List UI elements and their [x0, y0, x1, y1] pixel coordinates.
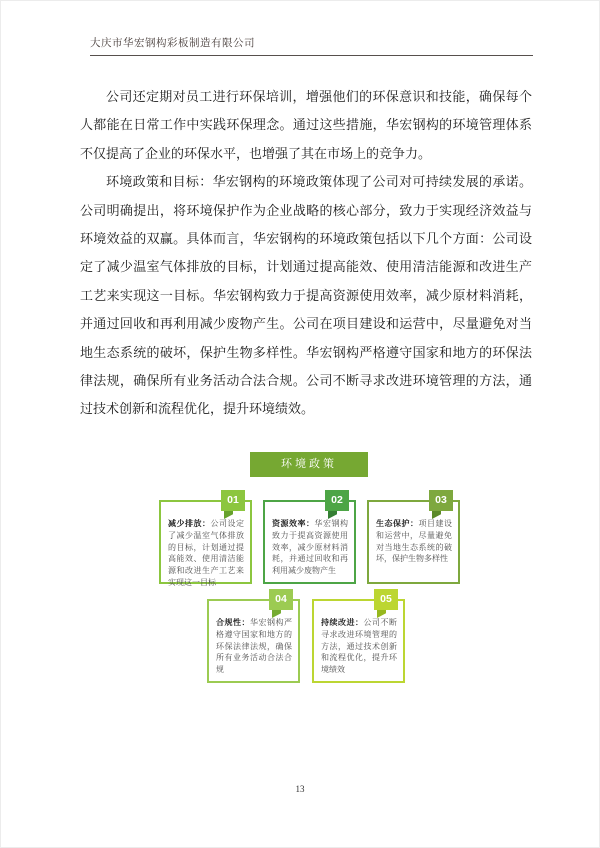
card-number-badge [269, 589, 293, 618]
card-term: 生态保护： [376, 519, 419, 528]
card-term: 资源效率： [272, 519, 315, 528]
card-description: 华宏钢构严格遵守国家和地方的环保法律法规，确保所有业务活动合法合规 [216, 618, 292, 675]
paragraph-environment-policy: 环境政策和目标：华宏钢构的环境政策体现了公司对可持续发展的承诺。公司明确提出，将环境保护作为企业战略的核心部分，致力于实现经济效益与环境效益的双赢。具体而言，华宏钢构的环境政策包括以下几个方面：公司设定了减少温室气体排放的目标，计划通过提高能效、使用清洁能源和改进生产工艺来实现这一目标。华宏钢构致力于提高资源使用效率，减少原材料消耗，并通过回收和再利用减少废物产生。公司在项目建设和运营中，尽量避免对当地生态系统的破坏，保护生物多样性。华宏钢构严格遵守国家和地方的环保法律法规，确保所有业务活动合法合规。公司不断寻求改进环境管理的方法，通过技术创新和流程优化，提升环境绩效。 [80, 174, 532, 417]
page-number: 13 [295, 784, 305, 794]
card-number: 04 [269, 589, 293, 610]
policy-card-emissions [159, 494, 252, 587]
card-badge-tail [272, 610, 281, 618]
policy-card-resource-efficiency [263, 494, 356, 584]
environment-policy-diagram [0, 452, 600, 722]
card-description: 公司不断寻求改进环境管理的方法，通过技术创新和流程优化，提升环境绩效 [321, 618, 397, 675]
card-text [216, 617, 292, 676]
policy-card-compliance [207, 593, 300, 683]
card-badge-tail [224, 511, 233, 519]
card-number: 03 [429, 490, 453, 511]
card-number: 02 [325, 490, 349, 511]
card-text [272, 518, 348, 577]
card-badge-tail [432, 511, 441, 519]
body-text [80, 83, 532, 424]
card-text [321, 617, 397, 676]
card-text [168, 518, 244, 589]
card-number-badge [429, 490, 453, 519]
card-badge-tail [328, 511, 337, 519]
card-number-badge [221, 490, 245, 519]
card-number: 01 [221, 490, 245, 511]
card-number: 05 [374, 589, 398, 610]
card-term: 合规性： [216, 618, 250, 627]
policy-card-continuous-improvement [312, 593, 405, 683]
card-description: 华宏钢构致力于提高资源使用效率，减少原材料消耗，并通过回收和再利用减少废物产生 [272, 519, 348, 576]
document-header [90, 35, 533, 56]
company-name: 大庆市华宏钢构彩板制造有限公司 [90, 38, 255, 49]
card-number-badge [374, 589, 398, 618]
card-text [376, 518, 452, 565]
diagram-row-2 [207, 593, 405, 683]
policy-card-ecology [367, 494, 460, 584]
card-description: 项目建设和运营中，尽量避免对当地生态系统的破坏，保护生物多样性 [376, 519, 452, 564]
card-number-badge [325, 490, 349, 519]
card-description: 公司设定了减少温室气体排放的目标，计划通过提高能效、使用清洁能源和改进生产工艺来实现这一目标 [168, 519, 244, 587]
card-term: 持续改进： [321, 618, 364, 627]
paragraph-environment-training: 公司还定期对员工进行环保培训，增强他们的环保意识和技能，确保每个人都能在日常工作中实践环保理念。通过这些措施，华宏钢构的环境管理体系不仅提高了企业的环保水平，也增强了其在市场上的竞争力。 [80, 89, 532, 161]
card-badge-tail [377, 610, 386, 618]
diagram-row-1 [159, 494, 460, 587]
diagram-title: 环境政策 [250, 452, 368, 477]
card-term: 减少排放： [168, 519, 211, 528]
